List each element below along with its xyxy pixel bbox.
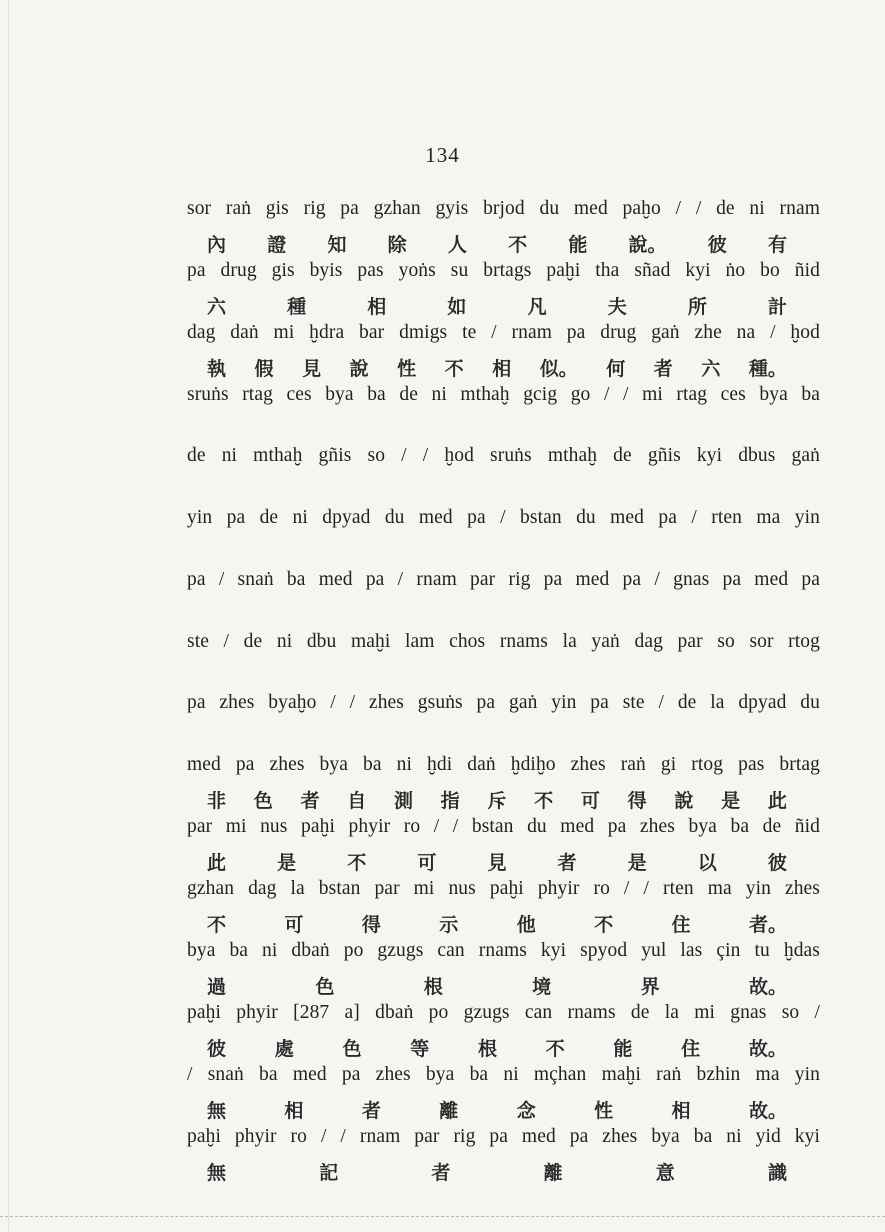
chinese-char: 他 [516, 914, 536, 936]
tibetan-line: pa zhes byaḫo / / zhes gsuṅs pa gaṅ yin pa ste / de la dpyad du [187, 692, 820, 713]
chinese-char: 非 [207, 790, 227, 812]
chinese-char: 相 [367, 296, 387, 318]
chinese-char: 故。 [748, 1038, 787, 1060]
chinese-char: 能 [613, 1038, 633, 1060]
page-number: 134 [425, 143, 460, 167]
chinese-char: 離 [543, 1162, 563, 1184]
chinese-char: 說 [674, 790, 694, 812]
chinese-char: 得 [361, 914, 381, 936]
chinese-char: 識 [767, 1162, 787, 1184]
chinese-gloss-line [207, 786, 787, 813]
tibetan-line: par mi nus paḫi phyir ro / / bstan du med pa zhes bya ba de ñid [187, 816, 820, 837]
tibetan-line: bya ba ni dbaṅ po gzugs can rnams kyi spyod yul las çin tu ḫdas [187, 940, 820, 961]
tibetan-line: pa / snaṅ ba med pa / rnam par rig pa med pa / gnas pa med pa [187, 569, 820, 590]
chinese-char: 根 [477, 1038, 497, 1060]
chinese-char: 者 [361, 1100, 381, 1122]
tibetan-line: sruṅs rtag ces bya ba de ni mthaḫ gcig go / / mi rtag ces bya ba [187, 384, 820, 405]
chinese-char: 者。 [748, 914, 787, 936]
tibetan-line: yin pa de ni dpyad du med pa / bstan du med pa / rten ma yin [187, 507, 820, 528]
chinese-char: 不 [444, 358, 464, 380]
page-left-edge [8, 0, 9, 1232]
tibetan-line: de ni mthaḫ gñis so / / ḫod sruṅs mthaḫ de gñis kyi dbus gaṅ [187, 445, 820, 466]
chinese-char: 性 [397, 358, 417, 380]
chinese-char: 種。 [748, 358, 787, 380]
tibetan-line: med pa zhes bya ba ni ḫdi daṅ ḫdiḫo zhes raṅ gi rtog pas brtag [187, 754, 820, 775]
chinese-char: 意 [655, 1162, 675, 1184]
chinese-char: 故。 [748, 976, 787, 998]
chinese-char: 說 [349, 358, 369, 380]
chinese-char: 是 [721, 790, 741, 812]
chinese-char: 者 [431, 1162, 451, 1184]
chinese-char: 不 [508, 234, 528, 256]
chinese-char: 知 [327, 234, 347, 256]
chinese-char: 計 [767, 296, 787, 318]
chinese-char: 此 [207, 852, 227, 874]
chinese-gloss-line [207, 1034, 787, 1061]
chinese-char: 相 [492, 358, 512, 380]
chinese-char: 不 [545, 1038, 565, 1060]
chinese-char: 彼 [767, 852, 787, 874]
chinese-char: 住 [681, 1038, 701, 1060]
chinese-char: 住 [671, 914, 691, 936]
chinese-char: 相 [671, 1100, 691, 1122]
chinese-char: 斥 [487, 790, 507, 812]
chinese-char: 有 [767, 234, 787, 256]
chinese-char: 得 [627, 790, 647, 812]
chinese-char: 測 [393, 790, 413, 812]
tibetan-line: pa drug gis byis pas yoṅs su brtags paḫi tha sñad kyi ṅo bo ñid [187, 260, 820, 281]
chinese-char: 示 [439, 914, 459, 936]
chinese-gloss-line [207, 292, 787, 319]
chinese-char: 以 [697, 852, 717, 874]
chinese-char: 不 [207, 914, 227, 936]
chinese-char: 執 [207, 358, 227, 380]
chinese-char: 如 [447, 296, 467, 318]
chinese-char: 性 [594, 1100, 614, 1122]
chinese-char: 念 [516, 1100, 536, 1122]
chinese-char: 過 [207, 976, 227, 998]
chinese-char: 所 [687, 296, 707, 318]
chinese-char: 故。 [748, 1100, 787, 1122]
chinese-char: 何 [606, 358, 626, 380]
chinese-gloss-line [207, 1096, 787, 1123]
chinese-char: 彼 [207, 1038, 227, 1060]
chinese-char: 者 [653, 358, 673, 380]
chinese-char: 此 [767, 790, 787, 812]
chinese-char: 人 [447, 234, 467, 256]
page-bottom-edge [0, 1216, 885, 1218]
chinese-char: 不 [534, 790, 554, 812]
chinese-gloss-line [207, 1158, 787, 1185]
tibetan-line: / snaṅ ba med pa zhes bya ba ni mçhan maḫi raṅ bzhin ma yin [187, 1064, 820, 1085]
chinese-char: 不 [594, 914, 614, 936]
chinese-char: 見 [302, 358, 322, 380]
chinese-char: 記 [319, 1162, 339, 1184]
chinese-char: 證 [267, 234, 287, 256]
chinese-char: 可 [284, 914, 304, 936]
chinese-char: 種 [287, 296, 307, 318]
chinese-char: 根 [423, 976, 443, 998]
chinese-gloss-line [207, 230, 787, 257]
tibetan-line: ste / de ni dbu maḫi lam chos rnams la yaṅ dag par so sor rtog [187, 631, 820, 652]
chinese-char: 說。 [628, 234, 667, 256]
chinese-char: 可 [417, 852, 437, 874]
chinese-char: 似。 [539, 358, 578, 380]
chinese-char: 六 [701, 358, 721, 380]
chinese-gloss-line [207, 972, 787, 999]
chinese-char: 無 [207, 1100, 227, 1122]
chinese-char: 者 [557, 852, 577, 874]
chinese-gloss-line [207, 910, 787, 937]
tibetan-line: dag daṅ mi ḫdra bar dmigs te / rnam pa drug gaṅ zhe na / ḫod [187, 322, 820, 343]
chinese-char: 凡 [527, 296, 547, 318]
chinese-gloss-line [207, 848, 787, 875]
chinese-char: 六 [207, 296, 227, 318]
chinese-char: 離 [439, 1100, 459, 1122]
chinese-char: 內 [207, 234, 227, 256]
chinese-char: 是 [627, 852, 647, 874]
chinese-char: 假 [254, 358, 274, 380]
chinese-char: 者 [300, 790, 320, 812]
chinese-char: 可 [580, 790, 600, 812]
chinese-gloss-line [207, 354, 787, 381]
chinese-char: 境 [532, 976, 552, 998]
tibetan-line: sor raṅ gis rig pa gzhan gyis brjod du med paḫo / / de ni rnam [187, 198, 820, 219]
chinese-char: 色 [342, 1038, 362, 1060]
chinese-char: 色 [253, 790, 273, 812]
tibetan-line: gzhan dag la bstan par mi nus paḫi phyir ro / / rten ma yin zhes [187, 878, 820, 899]
chinese-char: 色 [315, 976, 335, 998]
chinese-char: 無 [207, 1162, 227, 1184]
chinese-char: 見 [487, 852, 507, 874]
tibetan-line: paḫi phyir ro / / rnam par rig pa med pa zhes bya ba ni yid kyi [187, 1126, 820, 1147]
chinese-char: 處 [274, 1038, 294, 1060]
chinese-char: 夫 [607, 296, 627, 318]
chinese-char: 等 [410, 1038, 430, 1060]
chinese-char: 能 [568, 234, 588, 256]
chinese-char: 不 [347, 852, 367, 874]
chinese-char: 自 [347, 790, 367, 812]
tibetan-line: paḫi phyir [287 a] dbaṅ po gzugs can rnams de la mi gnas so / [187, 1002, 820, 1023]
chinese-char: 界 [640, 976, 660, 998]
chinese-char: 指 [440, 790, 460, 812]
chinese-char: 是 [277, 852, 297, 874]
chinese-char: 相 [284, 1100, 304, 1122]
chinese-char: 彼 [707, 234, 727, 256]
chinese-char: 除 [387, 234, 407, 256]
